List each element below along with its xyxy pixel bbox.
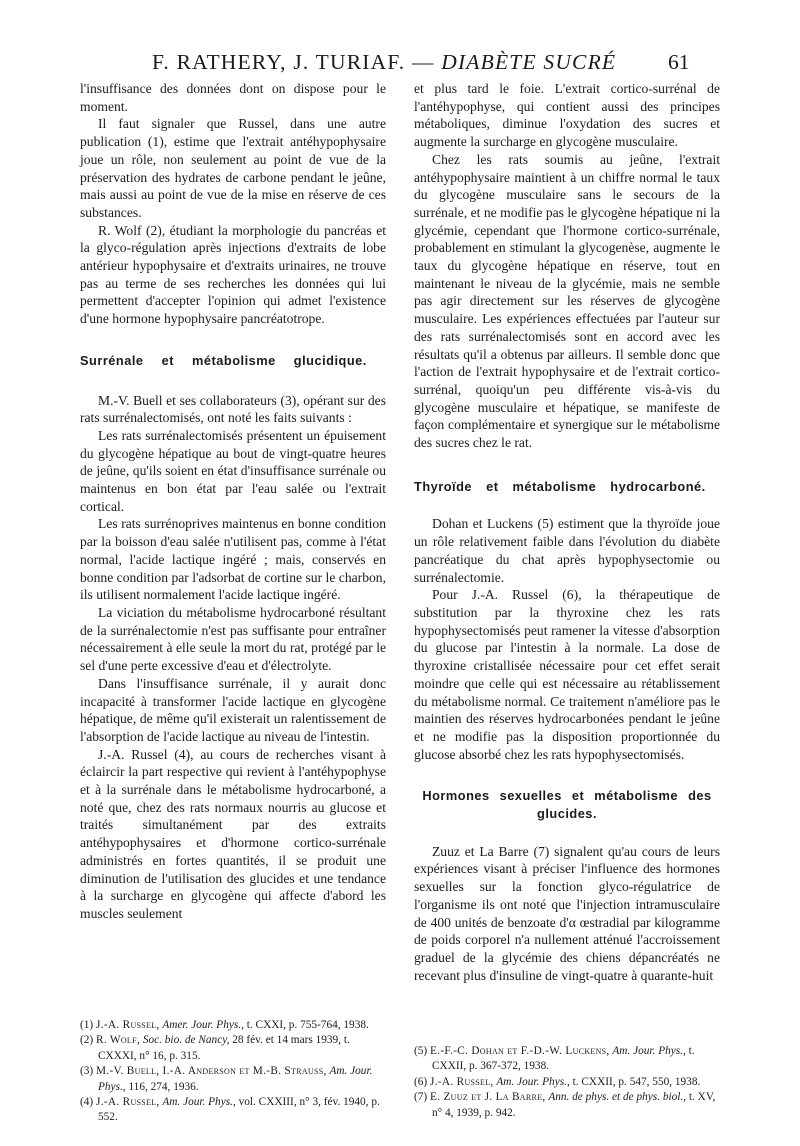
page-header — [0, 50, 800, 80]
footnote-details: t. CXXII, p. 367-372, 1938. — [432, 1045, 695, 1073]
paragraph: R. Wolf (2), étudiant la morphologie du pancréas et la glyco-régulation après injections d'extraits de lobe antérieur hypophysaire et d'extraits urinaires, ne trouve pas au terme de ses recherches les données qui lui permettent d'accepter l'opinion qui admet l'existence d'une hormone hypophysaire pancréatotrope. — [80, 222, 386, 327]
footnote-number: (6) — [414, 1075, 428, 1088]
paragraph: J.-A. Russel (4), au cours de recherches visant à éclaircir la part respective qui revient à l'antéhypophyse et à la surrénale dans le métabolisme hydrocarboné, a noté que, chez des rats normaux nourris au glucose et traités simultanément par des extraits antéhypophysaires et d'hormone cortico-surrénale administrés en fortes quantités, il se produit une diminution de l'utilisation des glucides et une tendance à la surcharge en glycogène qui affecte d'abord les muscles seulement — [80, 746, 386, 921]
footnote-journal: Amer. Jour. Phys., — [162, 1019, 244, 1031]
paragraph: Pour J.-A. Russel (6), la thérapeutique de substitution par la thyroxine chez les rats hypophysectomisés peut ramener la vitesse d'absorption du glucose par l'intestin à la normale. La dose de thyroxine cristallisée nécessaire pour cet effet serait moindre que celle qui est nécessaire au rétablissement du métabolisme normal. Ce traitement n'améliore pas le maintien des réserves hydrocarbonées pendant le jeûne et ne modifie pas la disposition proportionnée du glucose absorbé chez les rats hypophysectomisés. — [414, 587, 720, 762]
footnote-author: R. Wolf, — [96, 1034, 140, 1047]
footnote-number: (2) — [80, 1034, 94, 1047]
footnote — [80, 1018, 386, 1033]
footnote — [414, 1044, 720, 1075]
footnote-author: E.-F.-C. Dohan et F.-D.-W. Luckens, — [430, 1045, 610, 1057]
paragraph: Dans l'insuffisance surrénale, il y aurait donc incapacité à transformer l'acide lactique en glycogène hépatique, de même qu'il existerait un ralentissement de l'absorption de l'acide lactique au niveau de l'intestin. — [80, 675, 386, 744]
paragraph: Dohan et Luckens (5) estiment que la thyroïde joue un rôle relativement faible dans l'évolution du diabète pancréatique du chat après hypophysectomie ou surrénalectomie. — [414, 516, 720, 585]
paragraph: l'insuffisance des données dont on dispose pour le moment. — [80, 81, 386, 114]
footnote — [80, 1095, 386, 1126]
running-head — [152, 50, 616, 75]
footnote-journal: Am. Jour. Phys., — [162, 1096, 236, 1109]
footnote-journal: Am. Jour. Phys., — [612, 1045, 686, 1057]
footnotes-left — [80, 1018, 386, 1126]
footnote-journal: Ann. de phys. et de phys. biol., — [548, 1091, 687, 1104]
page-number: 61 — [668, 50, 690, 74]
footnote-number: (5) — [414, 1045, 428, 1057]
footnote-details: t. XV, n° 4, 1939, p. 942. — [432, 1091, 716, 1119]
footnote — [414, 1090, 720, 1121]
footnote-details: 28 fév. et 14 mars 1939, t. CXXXI, n° 16, p. 315. — [98, 1034, 350, 1062]
running-head-separator: — — [405, 50, 442, 74]
footnote — [80, 1033, 386, 1064]
footnote-journal: Am. Jour. Phys., — [98, 1065, 373, 1093]
paragraph: La viciation du métabolisme hydrocarboné résultant de la surrénalectomie n'est pas suffisante pour entraîner nécessairement à elle seule la mort du rat, protégé par le sel d'une perte excessive d'eau et d'électrolyte. — [80, 604, 386, 674]
footnote-journal: Soc. bio. de Nancy, — [142, 1034, 230, 1047]
paragraph: Les rats surrénalectomisés présentent un épuisement du glycogène hépatique au bout de vingt-quatre heures de jeûne, qu'ils soient en état d'insuffisance surrénale ou maintenus en bon état par l'eau salée ou l'extrait cortical. — [80, 427, 386, 514]
footnote-number: (4) — [80, 1096, 94, 1109]
section-heading-thyroide: Thyroïde et métabolisme hydrocarboné. — [414, 478, 706, 494]
footnote-journal: Am. Jour. Phys., — [496, 1075, 570, 1088]
footnote-number: (3) — [80, 1065, 94, 1078]
footnote-author: J.-A. Russel, — [430, 1075, 494, 1088]
footnote-author: J.-A. Russel, — [96, 1019, 160, 1031]
footnote-author: J.-A. Russel, — [96, 1096, 160, 1109]
footnote-number: (1) — [80, 1019, 94, 1031]
left-column — [80, 80, 386, 923]
paragraph: Il faut signaler que Russel, dans une autre publication (1), estime que l'extrait antéhypophysaire joue un rôle, non seulement au point de vue de la préservation des hydrates de carbone pendant le jeûne, mais aussi au point de vue de la mise en réserve de ces substances. — [80, 116, 386, 220]
paragraph: et plus tard le foie. L'extrait cortico-surrénal de l'antéhypophyse, qui contient aussi des principes métaboliques, diminue l'oxydation des sucres et augmente la surcharge en glycogène musculaire. — [414, 81, 720, 150]
footnotes-right — [414, 1044, 720, 1121]
footnote-number: (7) — [414, 1091, 428, 1104]
footnote-details: t. CXXI, p. 755-764, 1938. — [246, 1019, 369, 1031]
running-head-authors: F. RATHERY, J. TURIAF. — [152, 50, 406, 74]
footnote-details: 116, 274, 1936. — [128, 1080, 199, 1093]
paragraph: M.-V. Buell et ses collaborateurs (3), opérant sur des rats surrénalectomisés, ont noté les faits suivants : — [80, 392, 386, 426]
paragraph: Zuuz et La Barre (7) signalent qu'au cours de leurs expériences visant à préciser l'influence des hormones sexuelles sur la fonction glyco-régulatrice de l'organisme ils ont noté que l'injection intramusculaire de 400 unités de benzoate d'α œstradial par kilogramme de poids corporel n'a nullement atténué l'accroissement graduel de la glycémie des chiens dépancréatés ne recevant plus d'insuline de vingt-quatre à quarante-huit — [414, 843, 720, 983]
footnote — [80, 1064, 386, 1095]
footnote-author: E. Zuuz et J. La Barre, — [430, 1091, 546, 1104]
footnote-details: t. CXXII, p. 547, 550, 1938. — [572, 1075, 701, 1088]
section-heading-hormones: Hormones sexuelles et métabolisme des glucides. — [422, 788, 712, 822]
running-head-title: DIABÈTE SUCRÉ — [441, 50, 617, 74]
paragraph: Chez les rats soumis au jeûne, l'extrait antéhypophysaire maintient à un chiffre normal le taux du glycogène musculaire sans le secours de la surrénale, et ne modifie pas le glycogène hépatique ni la glycémie, cependant que l'hormone cortico-surrénale, probablement en stimulant la glycogenèse, augmente le taux du glycogène hépatique en réserve, tout en maintenant le niveau de la glycémie, mais ne semble pas agir directement sur les réserves de glycogène musculaire. Les expériences effectuées par l'auteur sur des rats surrénalectomisés sont en accord avec les résultats qu'il a obtenus par ailleurs. Il semble donc que l'action de l'extrait hypophysaire et de l'extrait cortico-surrénal, quoiqu'un peu différente vis-à-vis du glycogène musculaire et hépatique, se manifeste de façon complémentaire et synergique sur le métabolisme des sucres chez le rat. — [414, 151, 720, 451]
right-column — [414, 80, 720, 984]
footnote-author: M.-V. Buell, I.-A. Anderson et M.-B. Strauss, — [96, 1065, 327, 1078]
footnote — [414, 1075, 720, 1090]
paragraph: Les rats surrénoprives maintenus en bonne condition par la boisson d'eau salée n'utilisent pas, comme à l'état normal, l'acide lactique ingéré ; mais, conservés en bonne condition par l'adsorbat de cortine sur le charbon, ils utilisent normalement l'acide lactique ingéré. — [80, 516, 386, 603]
section-heading-surrenale: Surrénale et métabolisme glucidique. — [80, 352, 367, 368]
footnote-details: vol. CXXIII, n° 3, fév. 1940, p. 552. — [98, 1096, 380, 1124]
